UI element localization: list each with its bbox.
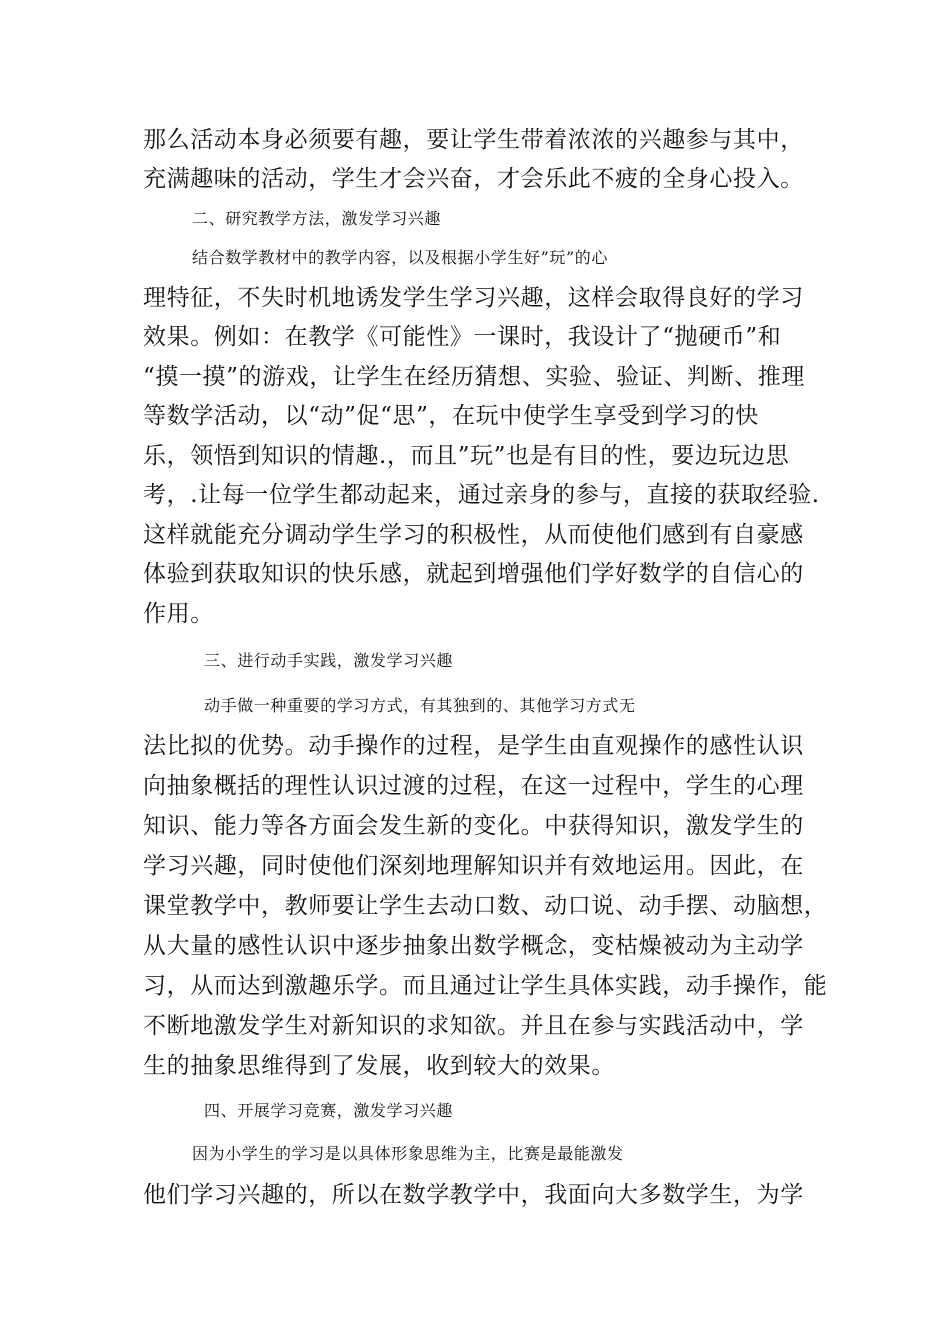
paragraph-line: 等数学活动，以“动”促“思”，在玩中使学生享受到学习的快 — [143, 403, 759, 429]
section-heading-4: 四、开展学习竞赛，激发学习兴趣 — [204, 1101, 454, 1120]
paragraph-line: 动手做一种重要的学习方式，有其独到的、其他学习方式无 — [204, 696, 636, 715]
paragraph-line: 乐，领悟到知识的情趣.，而且”玩”也是有目的性，要边玩边思 — [143, 443, 790, 469]
paragraph-line: 结合数学教材中的教学内容，以及根据小学生好”玩”的心 — [192, 248, 608, 267]
paragraph-line: 因为小学生的学习是以具体形象思维为主，比赛是最能激发 — [192, 1144, 624, 1163]
paragraph-line: 体验到获取知识的快乐感，就起到增强他们学好数学的自信心的 — [143, 561, 804, 587]
paragraph-line: 充满趣味的活动，学生才会兴奋，才会乐此不疲的全身心投入。 — [143, 166, 804, 192]
paragraph-line: 他们学习兴趣的，所以在数学教学中，我面向大多数学生，为学 — [143, 1182, 804, 1208]
section-heading-3: 三、进行动手实践，激发学习兴趣 — [204, 651, 454, 670]
paragraph-line: “摸一摸”的游戏，让学生在经历猜想、实验、验证、判断、推理 — [143, 364, 805, 390]
paragraph-line: 学习兴趣，同时使他们深刻地理解知识并有效地运用。因此，在 — [143, 853, 804, 879]
paragraph-line: 理特征，不失时机地诱发学生学习兴趣，这样会取得良好的学习 — [143, 285, 804, 311]
paragraph-line: 作用。 — [143, 601, 214, 627]
paragraph-line: 习，从而达到激趣乐学。而且通过让学生具体实践，动手操作，能 — [143, 973, 828, 999]
paragraph-line: 效果。例如：在教学《可能性》一课时，我设计了“抛硬币”和 — [143, 324, 782, 350]
paragraph-line: 向抽象概括的理性认识过渡的过程，在这一过程中，学生的心理 — [143, 773, 804, 799]
section-heading-2: 二、研究教学方法，激发学习兴趣 — [192, 209, 442, 228]
paragraph-line: 那么活动本身必须要有趣，要让学生带着浓浓的兴趣参与其中， — [143, 127, 804, 153]
paragraph-line: 不断地激发学生对新知识的求知欲。并且在参与实践活动中，学 — [143, 1013, 804, 1039]
paragraph-line: 考，.让每一位学生都动起来，通过亲身的参与，直接的获取经验. — [143, 482, 820, 508]
paragraph-line: 法比拟的优势。动手操作的过程，是学生由直观操作的感性认识 — [143, 733, 804, 759]
paragraph-line: 生的抽象思维得到了发展，收到较大的效果。 — [143, 1053, 615, 1079]
paragraph-line: 知识、能力等各方面会发生新的变化。中获得知识，激发学生的 — [143, 813, 804, 839]
paragraph-line: 从大量的感性认识中逐步抽象出数学概念，变枯燥被动为主动学 — [143, 933, 804, 959]
paragraph-line: 课堂教学中，教师要让学生去动口数、动口说、动手摆、动脑想， — [143, 893, 828, 919]
paragraph-line: 这样就能充分调动学生学习的积极性，从而使他们感到有自豪感 — [143, 522, 804, 548]
